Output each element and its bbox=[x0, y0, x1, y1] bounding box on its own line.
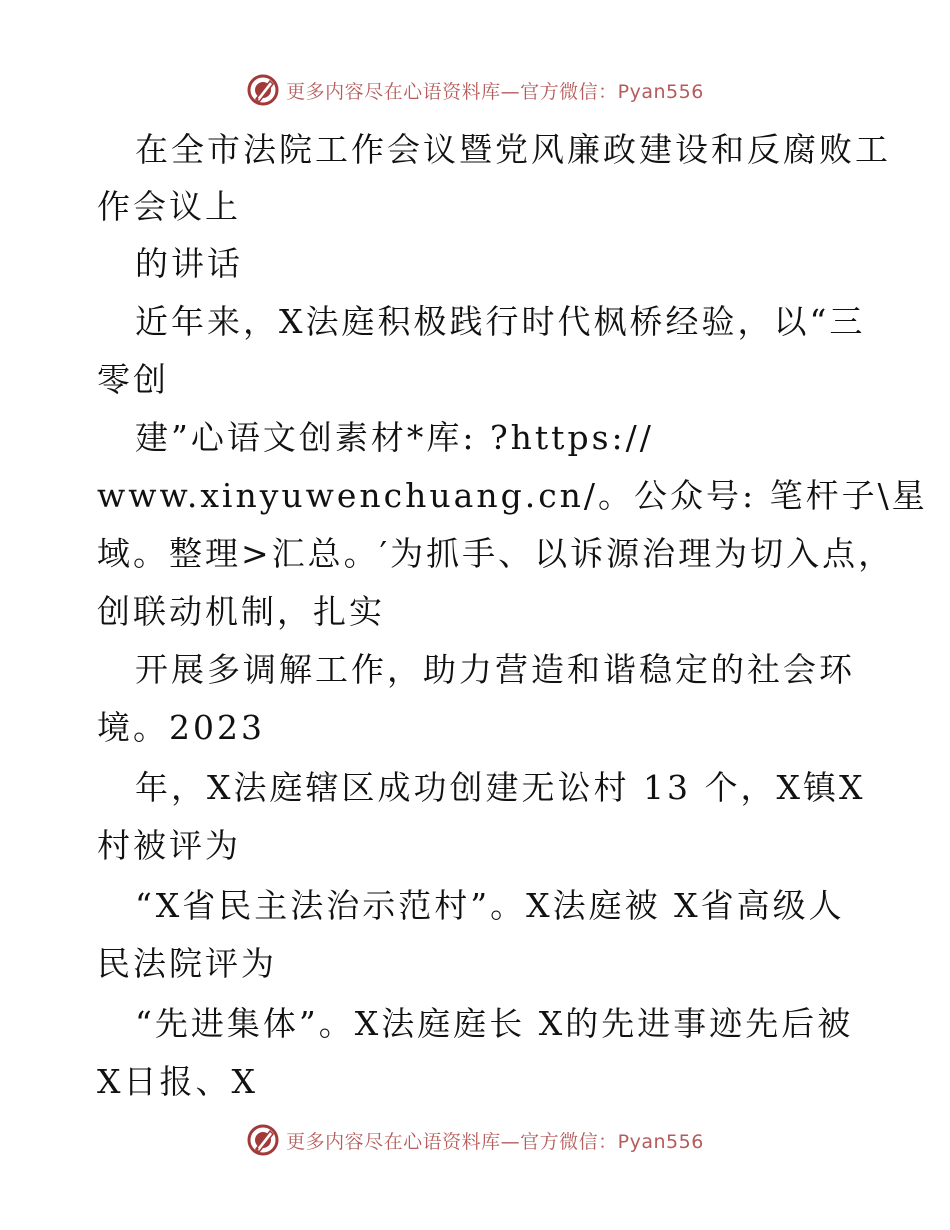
paragraph-line: 创联动机制，扎实 bbox=[97, 592, 385, 631]
pen-logo-icon bbox=[246, 73, 280, 107]
paragraph-line: 建”心语文创素材*库: ?https:// bbox=[135, 418, 654, 457]
paragraph-line: “X省民主法治示范村”。X法庭被 X省高级人 bbox=[135, 886, 845, 925]
paragraph-line: 开展多调解工作，助力营造和谐稳定的社会环 bbox=[135, 650, 855, 689]
paragraph-line: 零创 bbox=[97, 360, 169, 399]
pen-logo-icon bbox=[246, 1123, 280, 1157]
document-title-line-1: 在全市法院工作会议暨党风廉政建设和反腐败工 bbox=[135, 130, 891, 169]
paragraph-line: www.xinyuwenchuang.cn/。公众号: 笔杆子\星 bbox=[97, 476, 928, 515]
paragraph-line: 民法院评为 bbox=[97, 944, 277, 983]
paragraph-line: “先进集体”。X法庭庭长 X的先进事迹先后被 bbox=[135, 1004, 854, 1043]
paragraph-line: 年，X法庭辖区成功创建无讼村 13 个，X镇X bbox=[135, 768, 866, 807]
paragraph-line: 境。2023 bbox=[97, 708, 265, 747]
header-banner-text: 更多内容尽在心语资料库—官方微信：Pyan556 bbox=[286, 80, 704, 103]
document-title-line-2: 作会议上 bbox=[97, 187, 241, 226]
document-title-line-3: 的讲话 bbox=[135, 244, 243, 283]
footer-banner bbox=[0, 1120, 950, 1160]
header-banner bbox=[0, 70, 950, 110]
paragraph-line: 村被评为 bbox=[97, 826, 241, 865]
footer-banner-text: 更多内容尽在心语资料库—官方微信：Pyan556 bbox=[286, 1130, 704, 1153]
paragraph-line: 域。整理>汇总。′为抓手、以诉源治理为切入点， bbox=[97, 534, 895, 573]
paragraph-line: X日报、X bbox=[97, 1062, 258, 1101]
paragraph-line: 近年来，X法庭积极践行时代枫桥经验，以“三 bbox=[135, 302, 866, 341]
